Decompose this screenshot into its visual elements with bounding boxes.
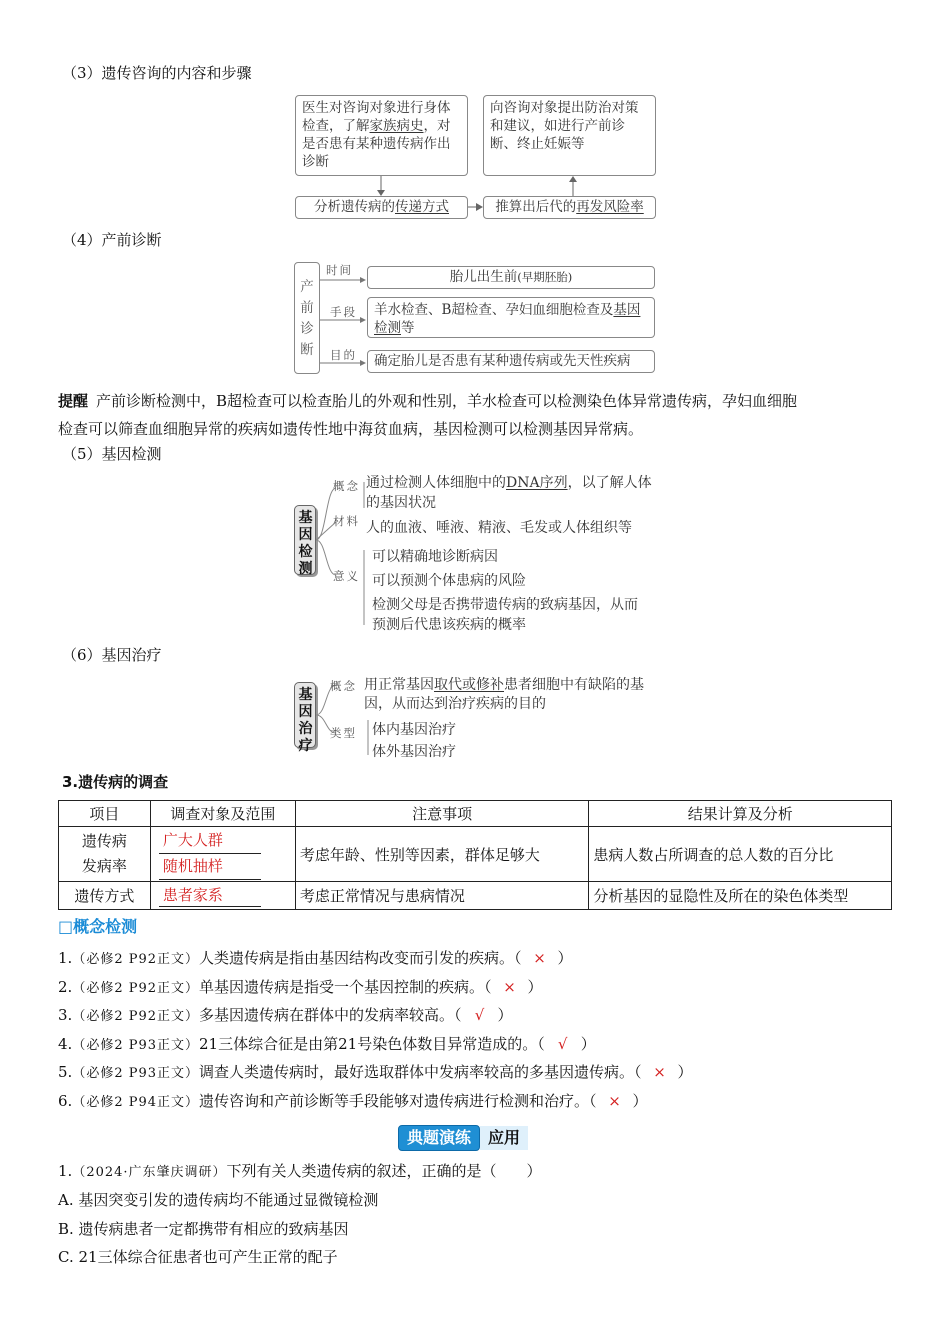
row1-object: 广大人群 随机抽样 — [150, 827, 295, 882]
counsel-flow-arrows — [290, 170, 670, 222]
gene-therapy-type-2: 体外基因治疗 — [372, 744, 456, 760]
gene-test-connectors — [314, 470, 374, 635]
prenatal-root: 产前诊断 — [294, 262, 320, 374]
counsel-step-analyze: 分析遗传病的传递方式 — [295, 196, 468, 219]
option-c[interactable]: C. 21三体综合征患者也可产生正常的配子 — [58, 1248, 338, 1266]
answer-mark: × — [608, 1091, 621, 1110]
label-time: 时间 — [326, 263, 353, 277]
answer-mark: × — [653, 1063, 666, 1081]
counsel-step-advice: 向咨询对象提出防治对策和建议，如进行产前诊断、终止妊娠等 — [483, 95, 656, 176]
survey-heading: 3.遗传病的调查 — [62, 773, 169, 791]
row2-notes: 考虑正常情况与患病情况 — [295, 882, 589, 910]
gene-test-concept-2: 的基因状况 — [366, 495, 436, 511]
label-concept: 概念 — [333, 479, 360, 493]
concept-check-heading: □概念检测 — [58, 917, 138, 936]
prenatal-time-box: 胎儿出生前(早期胚胎) — [367, 266, 655, 289]
label-therapy-type: 类型 — [330, 726, 357, 740]
list-item: 1.（必修2 P92正文）人类遗传病是指由基因结构改变而引发的疾病。（ × ） — [58, 944, 938, 973]
answer-mark: × — [503, 977, 516, 996]
section-5-title: （5）基因检测 — [62, 445, 162, 463]
gene-therapy-root: 基因治疗 — [294, 682, 316, 748]
header-result: 结果计算及分析 — [589, 801, 892, 827]
header-notes: 注意事项 — [295, 801, 589, 827]
gene-test-root: 基因检测 — [294, 505, 316, 575]
counsel-step-exam: 医生对咨询对象进行身体检查，了解家族病史，对是否患有某种遗传病作出诊断 — [295, 95, 468, 176]
option-b[interactable]: B. 遗传病患者一定都携带有相应的致病基因 — [58, 1220, 349, 1238]
header-item: 项目 — [59, 801, 151, 827]
label-goal: 目的 — [330, 348, 357, 362]
survey-table-header — [59, 801, 892, 827]
gene-test-concept-1: 通过检测人体细胞中的DNA序列，以了解人体 — [366, 475, 652, 491]
prenatal-connectors — [318, 260, 370, 375]
section-3-title: （3）遗传咨询的内容和步骤 — [62, 64, 252, 82]
label-meaning: 意义 — [333, 569, 360, 583]
gene-therapy-concept-1: 用正常基因取代或修补患者细胞中有缺陷的基 — [364, 677, 644, 693]
practice-banner: 典题演练 应用 — [398, 1125, 528, 1151]
gene-test-meaning-1: 可以精确地诊断病因 — [372, 549, 498, 565]
header-object: 调查对象及范围 — [150, 801, 295, 827]
concept-check-list — [58, 944, 938, 1115]
counsel-step-risk: 推算出后代的再发风险率 — [483, 196, 656, 219]
list-item: 3.（必修2 P92正文）多基因遗传病在群体中的发病率较高。（ √ ） — [58, 1001, 938, 1030]
list-item: 2.（必修2 P92正文）单基因遗传病是指受一个基因控制的疾病。（ × ） — [58, 973, 938, 1002]
row2-object: 患者家系 — [150, 882, 295, 910]
row1-item: 遗传病 发病率 — [59, 827, 151, 882]
row1-result: 患病人数占所调查的总人数的百分比 — [589, 827, 892, 882]
reminder-line-2: 检查可以筛查血细胞异常的疾病如遗传性地中海贫血病，基因检测可以检测基因异常病。 — [58, 420, 644, 438]
list-item: 4.（必修2 P93正文）21三体综合征是由第21号染色体数目异常造成的。（ √ ） — [58, 1030, 938, 1059]
answer-mark: √ — [557, 1034, 568, 1053]
prenatal-means-box: 羊水检查、B超检查、孕妇血细胞检查及基因检测等 — [367, 297, 655, 338]
row1-notes: 考虑年龄、性别等因素，群体足够大 — [295, 827, 589, 882]
label-material: 材料 — [333, 514, 360, 528]
prenatal-goal-box: 确定胎儿是否患有某种遗传病或先天性疾病 — [367, 350, 655, 373]
list-item: 5.（必修2 P93正文）调查人类遗传病时，最好选取群体中发病率较高的多基因遗传病。（ × ） — [58, 1058, 938, 1087]
answer-mark: × — [533, 949, 546, 967]
label-therapy-concept: 概念 — [330, 679, 357, 693]
label-means: 手段 — [330, 305, 357, 319]
gene-test-material: 人的血液、唾液、精液、毛发或人体组织等 — [366, 520, 632, 536]
reminder-line-1: 提醒 产前诊断检测中，B超检查可以检查胎儿的外观和性别，羊水检查可以检测染色体异常遗传病，孕妇血细胞 — [58, 392, 798, 410]
option-a[interactable]: A. 基因突变引发的遗传病均不能通过显微镜检测 — [58, 1191, 379, 1209]
row2-item: 遗传方式 — [59, 882, 151, 910]
question-1: 1.（2024·广东肇庆调研）下列有关人类遗传病的叙述，正确的是（ ） — [58, 1162, 542, 1180]
row2-result: 分析基因的显隐性及所在的染色体类型 — [589, 882, 892, 910]
survey-table — [58, 800, 892, 910]
list-item: 6.（必修2 P94正文）遗传咨询和产前诊断等手段能够对遗传病进行检测和治疗。（ × ） — [58, 1087, 938, 1116]
gene-therapy-type-1: 体内基因治疗 — [372, 722, 456, 738]
gene-therapy-concept-2: 因，从而达到治疗疾病的目的 — [364, 696, 546, 712]
gene-test-meaning-3: 检测父母是否携带遗传病的致病基因，从而 — [372, 597, 638, 613]
section-4-title: （4）产前诊断 — [62, 231, 162, 249]
gene-test-meaning-4: 预测后代患该疾病的概率 — [372, 617, 526, 633]
table-row — [59, 827, 892, 882]
answer-mark: √ — [474, 1006, 485, 1024]
section-6-title: （6）基因治疗 — [62, 646, 162, 664]
gene-test-meaning-2: 可以预测个体患病的风险 — [372, 573, 526, 589]
table-row — [59, 882, 892, 910]
